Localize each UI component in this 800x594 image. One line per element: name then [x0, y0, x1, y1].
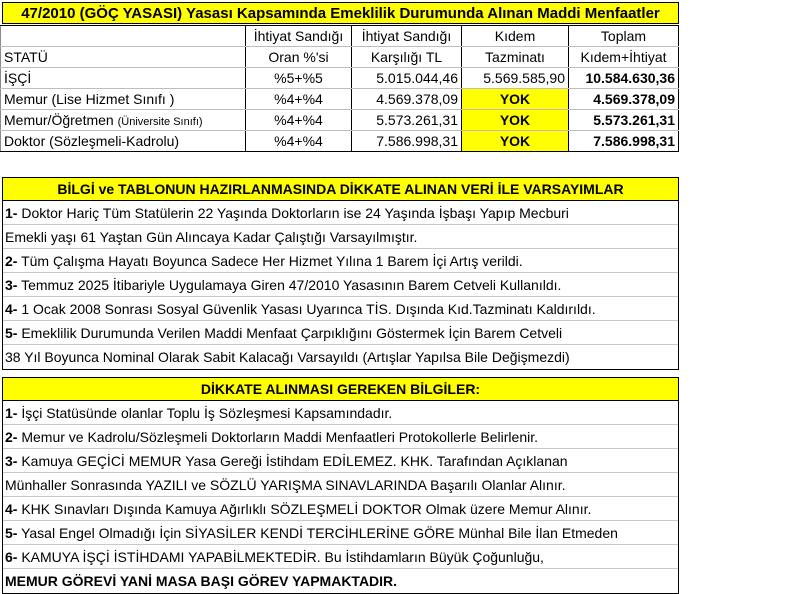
list-item: [3, 345, 678, 369]
oran-cell: %4+%4: [246, 110, 352, 131]
list-item: [3, 201, 678, 225]
item-text: Memur ve Kadrolu/Sözleşmeli Doktorların Maddi Menfaatleri Protokollerle Belirlenir.: [17, 429, 538, 445]
karsilik-cell: 5.573.261,31: [352, 110, 462, 131]
item-number: 5-: [5, 325, 18, 341]
list-item: [3, 225, 678, 249]
list-item: [3, 449, 678, 473]
list-item: [3, 273, 678, 297]
table-header-row-2: [1, 47, 679, 68]
list-item: [3, 497, 678, 521]
status-label: Memur/Öğretmen: [4, 112, 118, 128]
item-text: Emeklilik Durumunda Verilen Maddi Menfaat Çarpıklığını Göstermek İçin Barem Cetveli: [17, 325, 563, 341]
table-row: [1, 68, 679, 89]
header-cell-status: STATÜ: [1, 47, 246, 68]
status-note: (Üniversite Sınıfı): [117, 116, 203, 128]
item-text: Temmuz 2025 İtibariyle Uygulamaya Giren 47/2010 Yasasının Barem Cetveli Kullanıldı.: [17, 277, 562, 293]
list-item: [3, 401, 678, 425]
assumptions-box: [2, 201, 679, 370]
header-cell: [1, 26, 246, 47]
list-item: [3, 473, 678, 497]
header-cell: İhtiyat Sandığı: [352, 26, 462, 47]
item-number: 3-: [5, 453, 18, 469]
item-number: 5-: [5, 525, 18, 541]
toplam-cell: 10.584.630,36: [569, 68, 679, 89]
item-text: MEMUR GÖREVİ YANİ MASA BAŞI GÖREV YAPMAKTADIR.: [5, 573, 398, 589]
status-cell: [1, 110, 246, 131]
header-cell: Karşılığı TL: [352, 47, 462, 68]
table-row: [1, 110, 679, 131]
karsilik-cell: 5.015.044,46: [352, 68, 462, 89]
list-item: [3, 569, 678, 593]
kidem-cell-yok: YOK: [462, 131, 569, 152]
kidem-cell-yok: YOK: [462, 110, 569, 131]
item-text: Doktor Hariç Tüm Statülerin 22 Yaşında Doktorların ise 24 Yaşında İşbaşı Yapıp Mecburi: [17, 205, 569, 221]
item-text: KAMUYA İŞÇİ İSTİHDAMI YAPABİLMEKTEDİR. Bu İstihdamların Büyük Çoğunluğu,: [17, 549, 544, 565]
table-row: [1, 131, 679, 152]
item-number: 3-: [5, 277, 18, 293]
list-item: [3, 321, 678, 345]
toplam-cell: 4.569.378,09: [569, 89, 679, 110]
status-cell: Doktor (Sözleşmeli-Kadrolu): [1, 131, 246, 152]
item-number: 2-: [5, 429, 18, 445]
header-cell: Oran %'si: [246, 47, 352, 68]
toplam-cell: 5.573.261,31: [569, 110, 679, 131]
header-cell: Toplam: [569, 26, 679, 47]
item-text: 1 Ocak 2008 Sonrası Sosyal Güvenlik Yasası Uyarınca TİS. Dışında Kıd.Tazminatı Kaldırıldı.: [17, 301, 596, 317]
header-cell: Kıdem+İhtiyat: [569, 47, 679, 68]
item-number: 4-: [5, 501, 18, 517]
kidem-cell: 5.569.585,90: [462, 68, 569, 89]
item-number: 2-: [5, 253, 18, 269]
item-number: 4-: [5, 301, 18, 317]
list-item: [3, 249, 678, 273]
kidem-cell-yok: YOK: [462, 89, 569, 110]
assumptions-title: BİLGİ ve TABLONUN HAZIRLANMASINDA DİKKATE ALINAN VERİ İLE VARSAYIMLAR: [2, 177, 679, 201]
header-cell: İhtiyat Sandığı: [246, 26, 352, 47]
item-text: Kamuya GEÇİCİ MEMUR Yasa Gereği İstihdam EDİLEMEZ. KHK. Tarafından Açıklanan: [17, 453, 568, 469]
item-text: 38 Yıl Boyunca Nominal Olarak Sabit Kalacağı Varsayıldı (Artışlar Yapılsa Bile Değişmezdi): [5, 349, 570, 365]
list-item: [3, 425, 678, 449]
list-item: [3, 545, 678, 569]
karsilik-cell: 4.569.378,09: [352, 89, 462, 110]
item-text: İşçi Statüsünde olanlar Toplu İş Sözleşmesi Kapsamındadır.: [17, 405, 393, 421]
table-row: [1, 89, 679, 110]
item-text: Münhaller Sonrasında YAZILI ve SÖZLÜ YARIŞMA SINAVLARINDA Başarılı Olanlar Alınır.: [5, 477, 566, 493]
item-text: KHK Sınavları Dışında Kamuya Ağırlıklı SÖZLEŞMELİ DOKTOR Olmak üzere Memur Alınır.: [17, 501, 592, 517]
list-item: [3, 521, 678, 545]
karsilik-cell: 7.586.998,31: [352, 131, 462, 152]
status-cell: Memur (Lise Hizmet Sınıfı ): [1, 89, 246, 110]
header-cell: Tazminatı: [462, 47, 569, 68]
benefits-table: [0, 25, 679, 152]
list-item: [3, 297, 678, 321]
item-text: Tüm Çalışma Hayatı Boyunca Sadece Her Hizmet Yılına 1 Barem İçi Artış verildi.: [17, 253, 523, 269]
status-cell: İŞÇİ: [1, 68, 246, 89]
oran-cell: %5+%5: [246, 68, 352, 89]
header-cell: Kıdem: [462, 26, 569, 47]
page-title: 47/2010 (GÖÇ YASASI) Yasası Kapsamında Emeklilik Durumunda Alınan Maddi Menfaatler: [2, 2, 679, 24]
toplam-cell: 7.586.998,31: [569, 131, 679, 152]
oran-cell: %4+%4: [246, 89, 352, 110]
important-info-title: DİKKATE ALINMASI GEREKEN BİLGİLER:: [2, 377, 679, 401]
item-number: 1-: [5, 405, 18, 421]
item-number: 6-: [5, 549, 18, 565]
item-text: Yasal Engel Olmadığı İçin SİYASİLER KENDİ TERCİHLERİNE GÖRE Münhal Bile İlan Etmeden: [17, 525, 618, 541]
item-text: Emekli yaşı 61 Yaştan Gün Alıncaya Kadar Çalıştığı Varsayılmıştır.: [5, 229, 418, 245]
important-info-box: [2, 401, 679, 594]
oran-cell: %4+%4: [246, 131, 352, 152]
item-number: 1-: [5, 205, 18, 221]
table-header-row-1: [1, 26, 679, 47]
